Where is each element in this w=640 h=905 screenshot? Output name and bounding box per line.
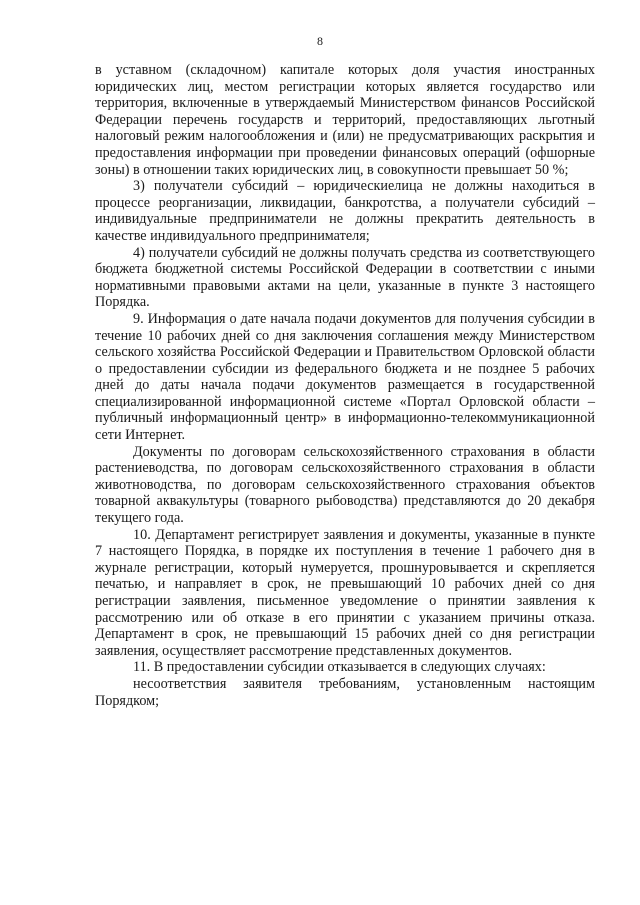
document-body [95,62,595,709]
paragraph-item-4: 4) получатели субсидий не должны получать средства из соответствующего бюджета бюджетной системы Российской Федерации в соответствии с иными нормативными правовыми актами на цели, указанные в пункте 3 настоящего Порядка. [95,244,595,311]
paragraph-section-11: 11. В предоставлении субсидии отказывается в следующих случаях: [133,659,546,676]
page-number: 8 [317,34,323,48]
paragraph-refusal-reason-1: несоответствия заявителя требованиям, установленным настоящим Порядком; [95,675,595,709]
paragraph-continuation: в уставном (складочном) капитале которых доля участия иностранных юридических лиц, местом регистрации которых является государство или территория, включенные в утверждаемый Министерством финансов Российской Федерации перечень государств и территорий, предоставляющих льготный налоговый режим налогообложения и (или) не предусматривающих раскрытия и предоставления информации при проведении финансовых операций (офшорные зоны) в отношении таких юридических лиц, в совокупности превышает 50 %; [95,62,595,178]
paragraph-item-3: 3) получатели субсидий – юридическиелица не должны находиться в процессе реорганизации, ликвидации, банкротства, а получатели субсидий – индивидуальные предприниматели не должны прекратить деятельность в качестве индивидуального предпринимателя; [95,178,595,244]
paragraph-section-10: 10. Департамент регистрирует заявления и документы, указанные в пункте 7 настоящего Порядка, в порядке их поступления в течение 1 рабочего дня в журнале регистрации, который нумеруется, прошнуровывается и скрепляется печатью, и направляет в срок, не превышающий 10 рабочих дней со дня регистрации заявления, письменное уведомление о принятии заявления к рассмотрению или об отказе в его принятии с указанием причины отказа. Департамент в срок, не превышающий 15 рабочих дней со дня регистрации заявления, осуществляет рассмотрение представленных документов. [95,526,595,659]
paragraph-section-9: 9. Информация о дате начала подачи документов для получения субсидии в течение 10 рабочих дней со дня заключения соглашения между Министерством сельского хозяйства Российской Федерации и Правительством Орловской области о предоставлении субсидии из федерального бюджета и не позднее 5 рабочих дней до даты начала подачи документов размещается в государственной специализированной информационной системе «Портал Орловской области – публичный информационный центр» в информационно-телекоммуникационной сети Интернет. [95,310,595,444]
paragraph-documents-deadline: Документы по договорам сельскохозяйственного страхования в области растениеводства, по договорам сельскохозяйственного страхования в области животноводства, по договорам сельскохозяйственного страхования объектов товарной аквакультуры (товарного рыбоводства) представляются до 20 декабря текущего года. [95,443,595,527]
